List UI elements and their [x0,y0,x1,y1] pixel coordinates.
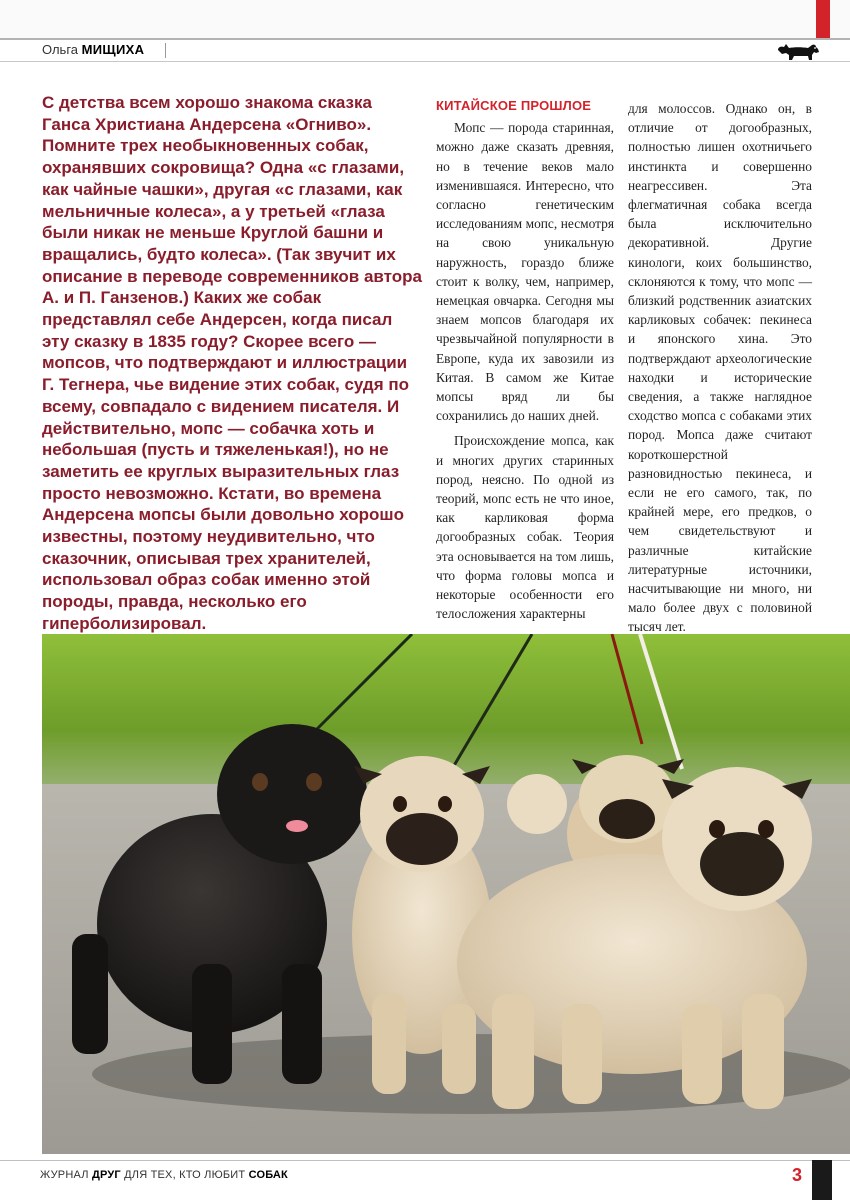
page-number: 3 [792,1165,803,1185]
pugs-illustration [42,634,850,1154]
author-name: МИЩИХА [81,42,145,57]
paragraph: Происхождение мопса, как и многих других старинных пород, неясно. По одной из теорий, мопс есть не что иное, как карликовая форма догообразных собак. Теория эта основывается на том лишь, что форма головы мопса и некоторые особенности его телосложения характерны [436,433,614,622]
author-prefix: Ольга [42,42,79,57]
journal-name: ДРУГ [91,1169,121,1181]
article-column-3 [628,99,812,637]
tagline-mid: ДЛЯ ТЕХ, КТО ЛЮБИТ [124,1169,246,1181]
top-band [0,0,850,38]
page-header [0,40,850,62]
top-accent-bar [816,0,830,38]
footer-accent-bar [812,1160,832,1200]
paragraph: Мопс — порода старинная, можно даже сказать древняя, но в течение веков мало изменившаяся. Интересно, что согласно генетическим исследованиям мопс, несмотря на свою уникальную наружность, гораздо ближе стоит к волку, чем, например, немецкая овчарка. Сегодня мы знаем мопсов благодаря их чрезвычайной популярности в Европе, куда их завозили из Китая. В самом же Китае мопсы вряд ли бы сохранились до наших дней. [436,120,614,424]
section-heading: КИТАЙСКОЕ ПРОШЛОЕ [436,98,592,113]
author-credit [42,42,144,57]
paragraph: для молоссов. Однако он, в отличие от догообразных, полностью лишен охотничьего инстинкта и совершенно неагрессивен. Эта флегматичная собака всегда была исключительно декоративной. Другие кинологи, коих большинство, склоняются к тому, что мопс — близкий родственник азиатских карликовых собачек: пекинеса и японского хина. Это подтверждают археологические находки и исторические сведения, а также наглядное сходство мопса с собаками этих пород. Мопса даже считают короткошерстной разновидностью пекинеса, и если не его самого, так, по крайней мере, его предков, о чем свидетельствуют и различные китайские литературные источники, насчитывающие ни много, ни мало более двух с половиной тысяч лет. [628,101,812,635]
journal-prefix: ЖУРНАЛ [40,1169,89,1181]
header-separator [165,43,166,58]
dog-silhouette-icon [772,38,822,64]
article-lead: С детства всем хорошо знакома сказка Ганса Христиана Андерсена «Огниво». Помните трех необыкновенных собак, охранявших сокровища? Одна «с глазами, как чайные чашки», другая «с глазами, как мельничные колеса», а у третьей «глаза были никак не меньше Круглой башни и вращались, будто колеса». (Так звучит их описание в переводе современников автора А. и П. Ганзенов.) Каких же собак представлял себе Андерсен, когда писал эту сказку в 1835 году? Скорее всего — мопсов, что подтверждают и иллюстрации Г. Тегнера, чье видение этих собак, судя по всему, совпадало с видением писателя. И действительно, мопс — собачка хоть и небольшая (пусть и тяжеленькая!), но не заметить ее круглых выразительных глаз просто невозможно. Кстати, во времена Андерсена мопсы были довольно хорошо известны, поэтому неудивительно, что сказочник, описывая трех хранителей, использовал образ собак именно этой породы, правда, несколько его гиперболизировал. [42,93,422,633]
pugs-photo [42,634,850,1154]
journal-tagline [40,1169,288,1181]
tagline-end: СОБАК [248,1169,288,1181]
article-column-2 [436,96,614,623]
page-footer [0,1160,850,1200]
